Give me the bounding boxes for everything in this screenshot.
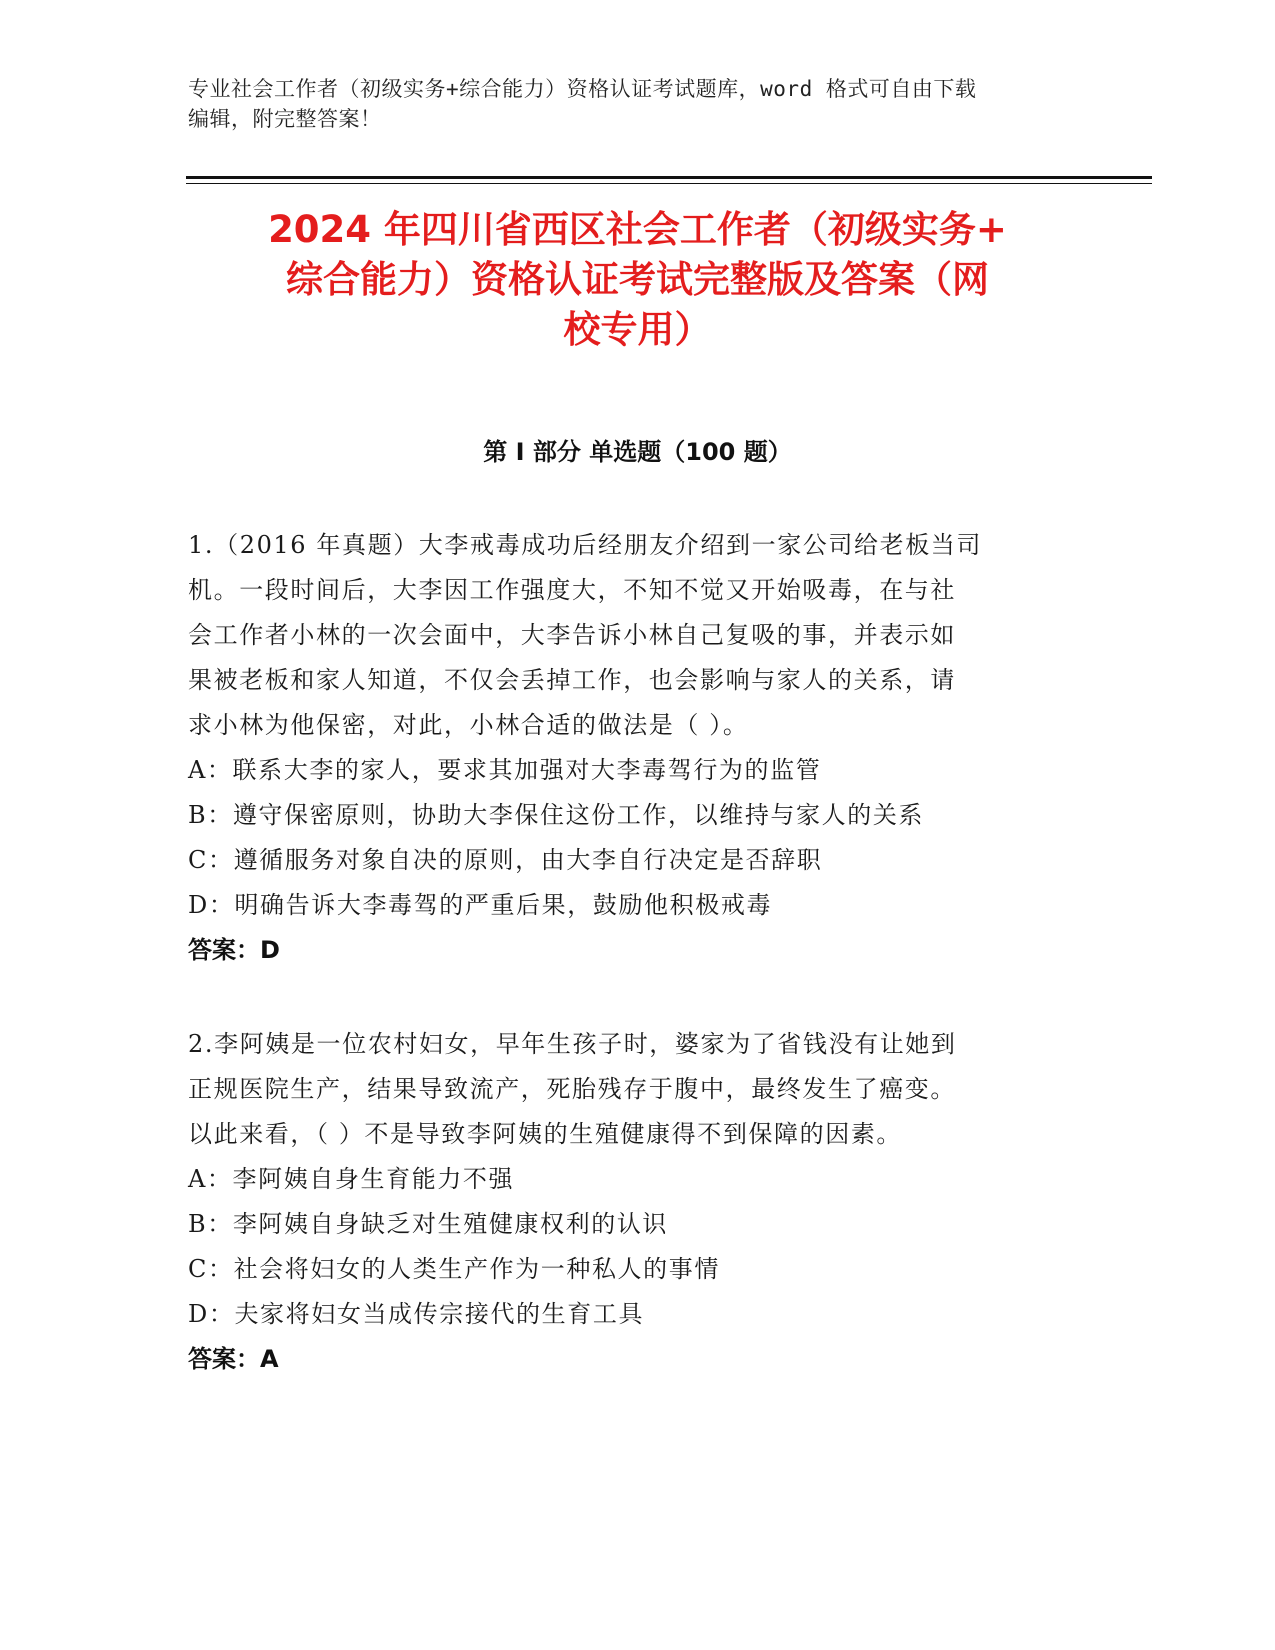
question-block — [188, 1022, 1088, 1382]
option-a: A：联系大李的家人，要求其加强对大李毒驾行为的监管 — [188, 756, 822, 784]
option-c: C：社会将妇女的人类生产作为一种私人的事情 — [188, 1255, 720, 1283]
question-stem-line: 正规医院生产，结果导致流产，死胎残存于腹中，最终发生了癌变。 — [188, 1075, 956, 1103]
option-d: D：夫家将妇女当成传宗接代的生育工具 — [188, 1300, 645, 1328]
option-a: A：李阿姨自身生育能力不强 — [188, 1165, 515, 1193]
header-note-line: 编辑，附完整答案！ — [188, 107, 382, 131]
question-stem-line: 会工作者小林的一次会面中，大李告诉小林自己复吸的事，并表示如 — [188, 621, 956, 649]
option-b: B：李阿姨自身缺乏对生殖健康权利的认识 — [188, 1210, 669, 1238]
header-divider-thick — [186, 176, 1152, 179]
answer-label: 答案：A — [188, 1345, 279, 1373]
header-note-line: 专业社会工作者（初级实务+综合能力）资格认证考试题库，word 格式可自由下载 — [188, 77, 977, 101]
document-title-line: 2024 年四川省西区社会工作者（初级实务+ — [268, 208, 1007, 251]
question-stem-line: 1.（2016 年真题）大李戒毒成功后经朋友介绍到一家公司给老板当司 — [188, 531, 983, 559]
answer-label: 答案：D — [188, 936, 280, 964]
document-title-line: 校专用） — [563, 308, 712, 351]
question-stem-line: 求小林为他保密，对此，小林合适的做法是（ ）。 — [188, 711, 749, 739]
option-c: C：遵循服务对象自决的原则，由大李自行决定是否辞职 — [188, 846, 823, 874]
question-stem-line: 以此来看，（ ）不是导致李阿姨的生殖健康得不到保障的因素。 — [188, 1120, 903, 1148]
document-title — [150, 205, 1125, 355]
option-b: B：遵守保密原则，协助大李保住这份工作，以维持与家人的关系 — [188, 801, 925, 829]
option-d: D：明确告诉大李毒驾的严重后果，鼓励他积极戒毒 — [188, 891, 773, 919]
question-stem-line: 果被老板和家人知道，不仅会丢掉工作，也会影响与家人的关系，请 — [188, 666, 956, 694]
header-note — [188, 74, 1088, 134]
question-stem-line: 机。一段时间后，大李因工作强度大，不知不觉又开始吸毒，在与社 — [188, 576, 956, 604]
document-title-line: 综合能力）资格认证考试完整版及答案（网 — [286, 258, 989, 301]
question-stem-line: 2.李阿姨是一位农村妇女，早年生孩子时，婆家为了省钱没有让她到 — [188, 1030, 957, 1058]
header-divider-thin — [186, 183, 1152, 184]
section-heading: 第 I 部分 单选题（100 题） — [483, 438, 792, 466]
question-block — [188, 523, 1088, 973]
